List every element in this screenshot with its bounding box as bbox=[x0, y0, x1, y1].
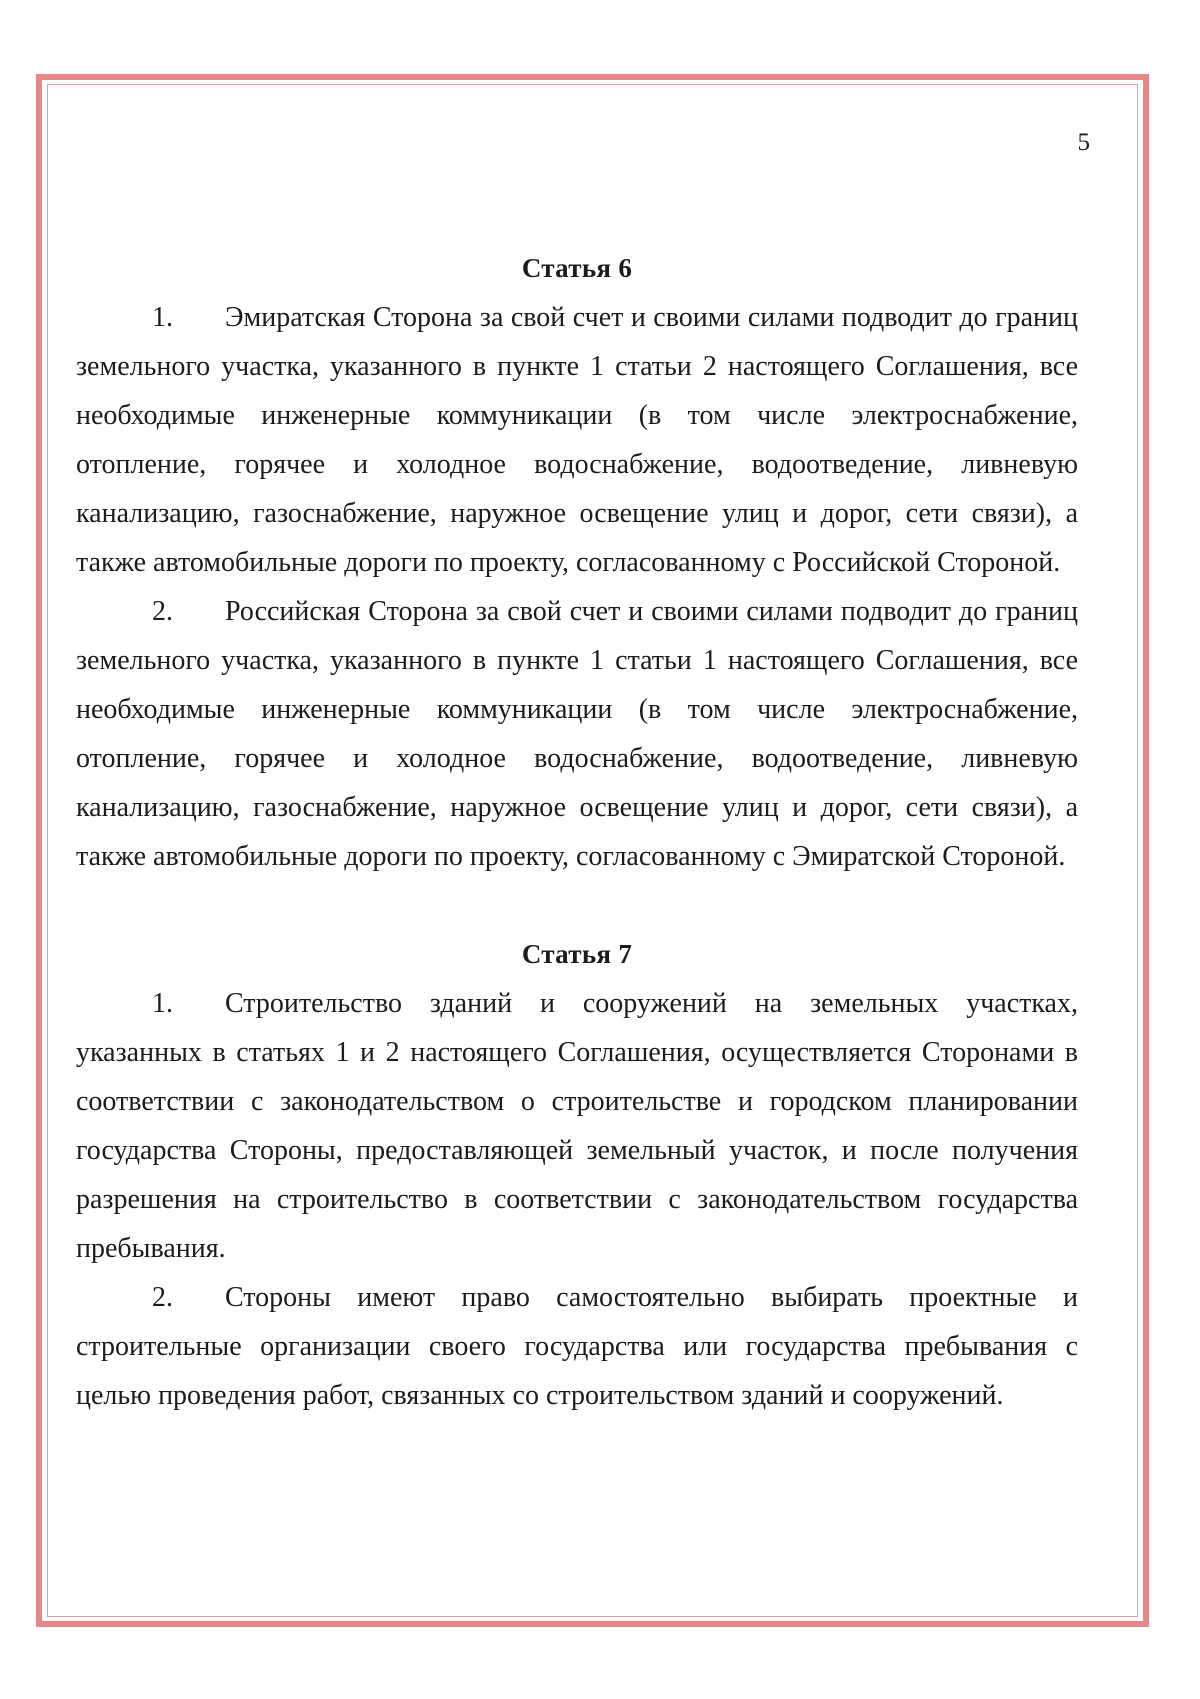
article-title: Статья 7 bbox=[521, 939, 633, 969]
section-spacer bbox=[76, 881, 1078, 930]
paragraph-text: Российская Сторона за свой счет и своими силами подводит до границ земельного участка, указанного в пункте 1 статьи 1 настоящего Соглашения, все необходимые инженерные коммуникации (в том числе электроснабжение, отопление, горячее и холодное водоснабжение, водоотведение, ливневую канализацию, газоснабжение, наружное освещение улиц и дорог, сети связи), а также автомобильные дороги по проекту, согласованному с Эмиратской Стороной. bbox=[76, 596, 1078, 872]
paragraph-number: 2. bbox=[152, 596, 173, 627]
paragraph-number: 2. bbox=[152, 1282, 173, 1313]
paragraph-number: 1. bbox=[152, 988, 173, 1019]
article-7 bbox=[76, 930, 1078, 1420]
page-number: 5 bbox=[1077, 129, 1090, 156]
paragraph-text: Стороны имеют право самостоятельно выбирать проектные и строительные организации своего государства или государства пребывания с целью проведения работ, связанных со строительством зданий и сооружений. bbox=[76, 1282, 1078, 1411]
paragraph bbox=[76, 1273, 1078, 1420]
paragraph-text: Строительство зданий и сооружений на земельных участках, указанных в статьях 1 и 2 настоящего Соглашения, осуществляется Сторонами в соответствии с законодательством о строительстве и городском планировании государства Стороны, предоставляющей земельный участок, и после получения разрешения на строительство в соответствии с законодательством государства пребывания. bbox=[76, 988, 1078, 1264]
paragraph bbox=[76, 587, 1078, 881]
paragraph-number: 1. bbox=[152, 302, 173, 333]
document-body bbox=[76, 244, 1078, 1420]
paragraph bbox=[76, 293, 1078, 587]
paragraph bbox=[76, 979, 1078, 1273]
article-6 bbox=[76, 244, 1078, 881]
article-title: Статья 6 bbox=[521, 253, 633, 283]
paragraph-text: Эмиратская Сторона за свой счет и своими силами подводит до границ земельного участка, указанного в пункте 1 статьи 2 настоящего Соглашения, все необходимые инженерные коммуникации (в том числе электроснабжение, отопление, горячее и холодное водоснабжение, водоотведение, ливневую канализацию, газоснабжение, наружное освещение улиц и дорог, сети связи), а также автомобильные дороги по проекту, согласованному с Российской Стороной. bbox=[76, 302, 1078, 578]
